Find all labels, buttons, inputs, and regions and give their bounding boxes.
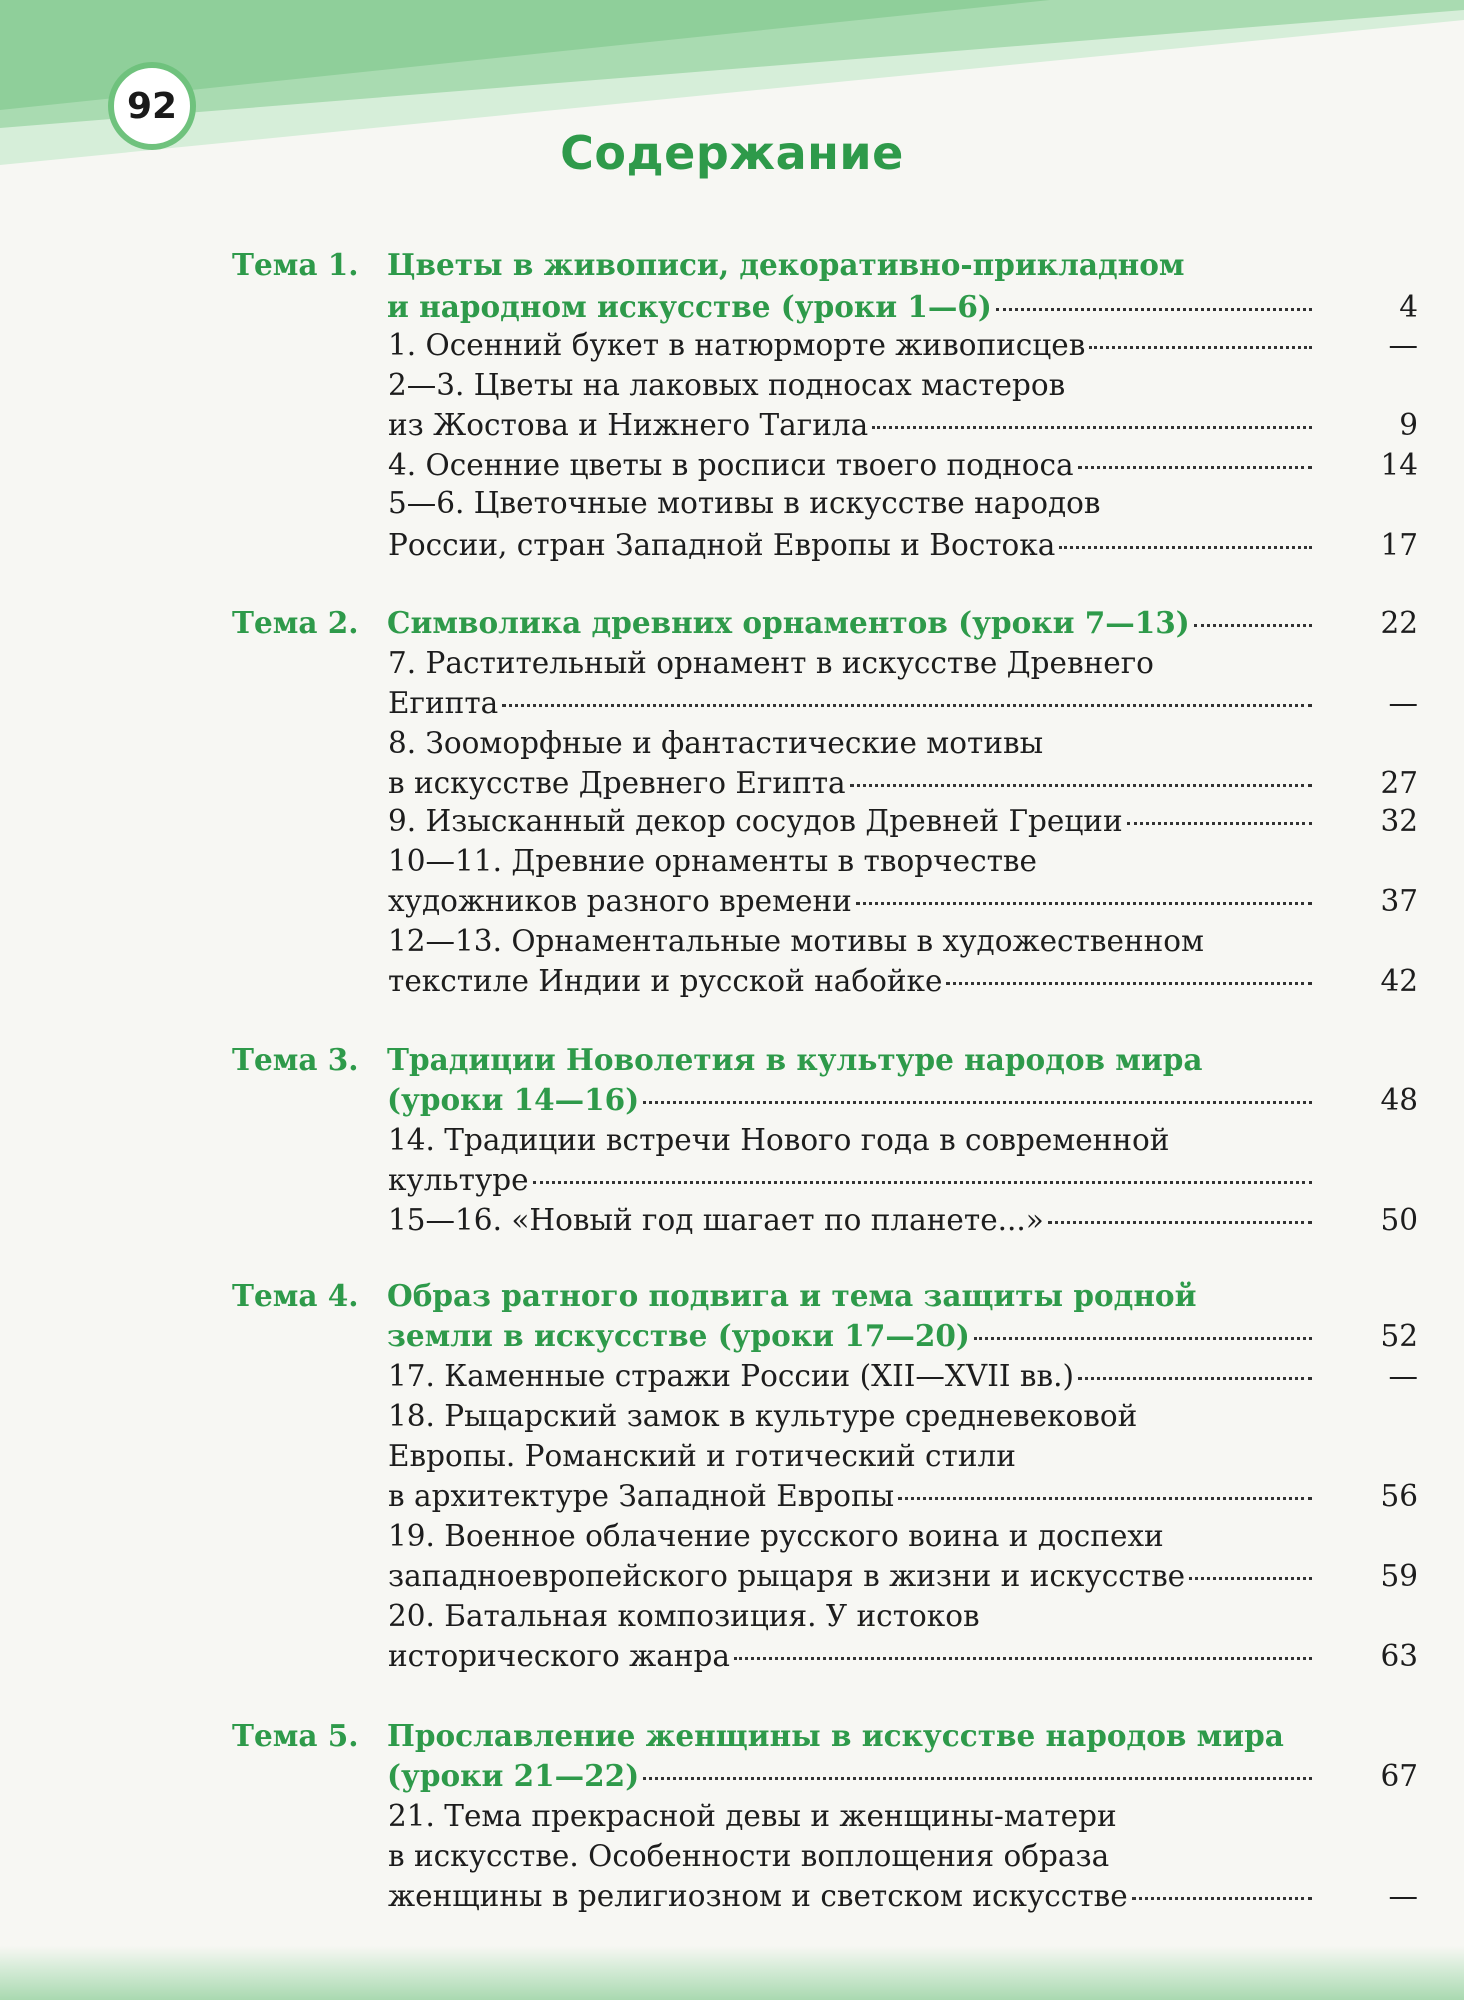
entry-title: 5—6. Цветочные мотивы в искусстве народов [388,486,1101,520]
topic-title: и народном искусстве (уроки 1—6) [387,289,992,324]
bottom-strip [0,1946,1464,2000]
topic-label: Тема 5. [232,1718,359,1753]
entry-title: в искусстве. Особенности воплощения образа [388,1839,1110,1873]
page-ref: 63 [1380,1639,1418,1673]
dot-leader [1078,1377,1312,1380]
page-ref: — [1388,1879,1418,1913]
toc-entry-line [388,1596,1318,1636]
toc-entry-line [388,365,1318,405]
toc-entry-line [388,1436,1318,1476]
toc-entry-line [388,683,1318,723]
entry-title: текстиле Индии и русской набойке [388,964,943,998]
toc-entry-line [388,1796,1318,1836]
toc-entry-line [388,723,1318,763]
entry-title: 7. Растительный орнамент в искусстве Древнего [388,646,1154,680]
toc-entry-line [388,1556,1318,1596]
toc-topic-line [232,245,1318,285]
page-number: 92 [126,85,178,127]
toc-entry-line [388,325,1318,365]
toc-entry-line [388,801,1318,841]
dot-leader [1078,466,1312,469]
dot-leader [898,1497,1312,1500]
entry-title: 2—3. Цветы на лаковых подносах мастеров [388,368,1066,402]
page-ref: 9 [1399,408,1418,442]
entry-title: в архитектуре Западной Европы [388,1479,895,1513]
dot-leader [1194,624,1312,627]
toc-entry-line [388,881,1318,921]
page-ref: 27 [1380,766,1418,800]
entry-title: западноевропейского рыцаря в жизни и искусстве [388,1559,1186,1593]
toc-entry-line [388,1476,1318,1516]
page-ref: 52 [1380,1319,1418,1353]
toc-topic-line [232,1316,1318,1356]
page-ref: — [1388,328,1418,362]
entry-title: 18. Рыцарский замок в культуре средневековой [388,1399,1138,1433]
entry-title: Европы. Романский и готический стили [388,1439,1016,1473]
toc-entry-line [388,1836,1318,1876]
toc-topic-line [232,1040,1318,1080]
entry-title: 17. Каменные стражи России (XII—XVII вв.) [388,1359,1075,1393]
entry-title: женщины в религиозном и светском искусстве [388,1879,1128,1913]
toc-entry-line [388,1356,1318,1396]
dot-leader [734,1657,1312,1660]
dot-leader [1189,1577,1312,1580]
dot-leader [1127,822,1312,825]
entry-title: исторического жанра [388,1639,730,1673]
dot-leader [996,308,1312,311]
toc-entry-line [388,643,1318,683]
page-ref: 32 [1380,804,1418,838]
page-title: Содержание [560,126,904,180]
page-ref: 50 [1380,1203,1418,1237]
toc-entry-line [388,1120,1318,1160]
entry-title: 8. Зооморфные и фантастические мотивы [388,726,1044,760]
topic-title: Цветы в живописи, декоративно-прикладном [387,247,1185,282]
dot-leader [1089,346,1312,349]
entry-title: 9. Изысканный декор сосудов Древней Греции [388,804,1123,838]
toc-entry-line [388,1636,1318,1676]
toc-topic-line [232,1080,1318,1120]
toc-entry-line [388,445,1318,485]
toc-entry-line [388,1516,1318,1556]
entry-title: 4. Осенние цветы в росписи твоего подноса [388,448,1074,482]
topic-label: Тема 4. [232,1278,359,1313]
dot-leader [1132,1897,1312,1900]
toc-topic-line [232,603,1318,643]
dot-leader [856,902,1312,905]
toc-entry-line [388,961,1318,1001]
toc-entry-line [388,841,1318,881]
dot-leader [1059,546,1312,549]
topic-title: (уроки 14—16) [387,1082,640,1117]
toc-entry-line [388,1200,1318,1240]
page-ref: 56 [1380,1479,1418,1513]
topic-title: (уроки 21—22) [387,1758,640,1793]
entry-title: 14. Традиции встречи Нового года в современной [388,1123,1170,1157]
dot-leader [946,982,1312,985]
entry-title: 12—13. Орнаментальные мотивы в художественном [388,924,1204,958]
entry-title: России, стран Западной Европы и Востока [388,528,1056,562]
toc-entry-line [388,1160,1318,1200]
toc-topic-line [232,1716,1318,1756]
page-ref: 17 [1380,528,1418,562]
entry-title: в искусстве Древнего Египта [388,766,846,800]
entry-title: 20. Батальная композиция. У истоков [388,1599,980,1633]
topic-label: Тема 2. [232,605,359,640]
page-ref: 67 [1380,1759,1418,1793]
page-ref: — [1388,1359,1418,1393]
entry-title: 1. Осенний букет в натюрморте живописцев [388,328,1086,362]
toc-topic-line [232,1756,1318,1796]
entry-title: 21. Тема прекрасной девы и женщины-матери [388,1799,1117,1833]
topic-title: Образ ратного подвига и тема защиты родной [387,1278,1197,1313]
entry-title: Египта [388,686,499,720]
toc-entry-line [388,763,1318,803]
page-ref: 14 [1380,448,1418,482]
page-ref: 37 [1380,884,1418,918]
dot-leader [850,784,1312,787]
page-ref: 59 [1380,1559,1418,1593]
toc-entry-line [388,1876,1318,1916]
topic-title: Прославление женщины в искусстве народов мира [387,1718,1284,1753]
topic-title: Символика древних орнаментов (уроки 7—13) [387,605,1190,640]
topic-title: земли в искусстве (уроки 17—20) [387,1318,970,1353]
entry-title: 19. Военное облачение русского воина и доспехи [388,1519,1164,1553]
dot-leader [974,1337,1312,1340]
entry-title: художников разного времени [388,884,852,918]
page-ref: 4 [1399,290,1418,324]
page-ref: 22 [1380,606,1418,640]
toc-entry-line [388,1396,1318,1436]
toc-entry-line [388,405,1318,445]
topic-title: Традиции Новолетия в культуре народов мира [387,1042,1203,1077]
toc-topic-line [232,1276,1318,1316]
dot-leader [872,426,1312,429]
dot-leader [643,1101,1312,1104]
dot-leader [643,1777,1312,1780]
entry-title: из Жостова и Нижнего Тагила [388,408,869,442]
toc-entry-line [388,483,1318,523]
page-ref: 42 [1380,964,1418,998]
page-ref: — [1388,686,1418,720]
page-ref: 48 [1380,1083,1418,1117]
dot-leader [1048,1221,1312,1224]
dot-leader [533,1181,1312,1184]
entry-title: 10—11. Древние орнаменты в творчестве [388,844,1037,878]
entry-title: культуре [388,1163,529,1197]
topic-label: Тема 3. [232,1042,359,1077]
topic-label: Тема 1. [232,247,359,282]
entry-title: 15—16. «Новый год шагает по планете...» [388,1203,1044,1237]
toc-entry-line [388,525,1318,565]
dot-leader [502,704,1312,707]
toc-topic-line [232,287,1318,327]
toc-entry-line [388,921,1318,961]
